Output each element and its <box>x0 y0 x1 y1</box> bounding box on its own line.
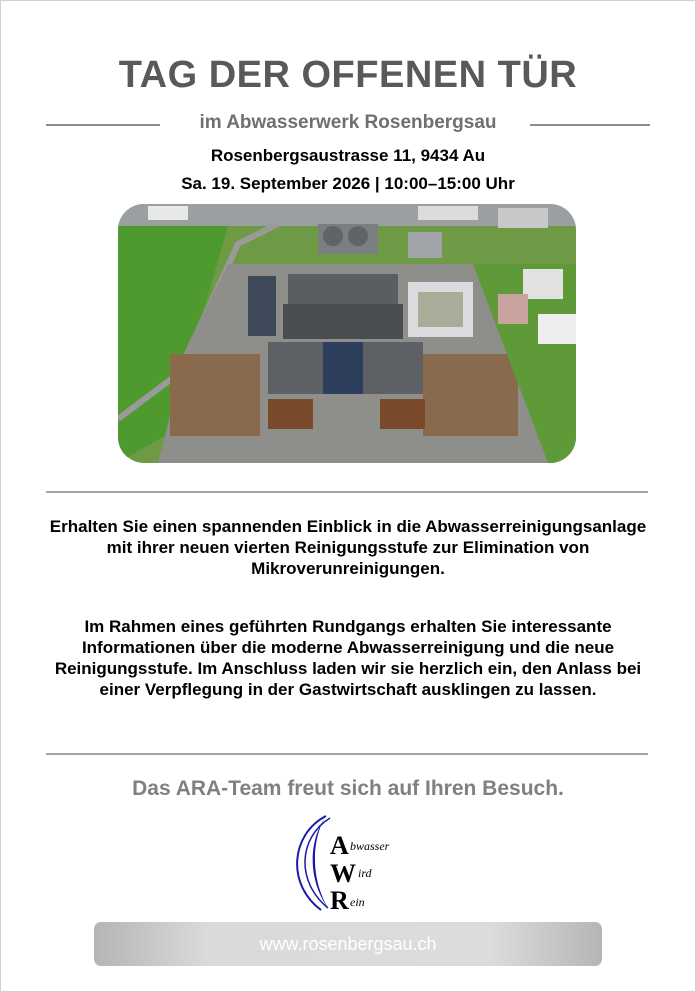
subtitle-rule-right <box>530 124 650 126</box>
divider-bottom <box>46 753 648 755</box>
details-paragraph: Im Rahmen eines geführten Rundgangs erhalten Sie interessante Informationen über die moderne Abwasserreinigung und die neue Reinigungsstufe. Im Anschluss laden wir sie herzlich ein, den Anlass bei einer Verpflegung in der Gastwirtschaft ausklingen zu lassen. <box>54 617 642 699</box>
address: Rosenbergsaustrasse 11, 9434 Au <box>210 146 486 165</box>
svg-text:ird: ird <box>358 866 372 880</box>
website-link[interactable]: www.rosenbergsau.ch <box>259 934 437 954</box>
closing-message: Das ARA-Team freut sich auf Ihren Besuch. <box>132 777 564 800</box>
subtitle: im Abwasserwerk Rosenbergsau <box>199 112 497 133</box>
svg-text:A: A <box>330 831 349 860</box>
subtitle-line <box>46 112 650 134</box>
svg-text:ein: ein <box>350 895 365 909</box>
event-date-time: Sa. 19. September 2026 | 10:00–15:00 Uhr <box>181 174 515 193</box>
website-bar[interactable] <box>94 922 602 966</box>
intro-paragraph: Erhalten Sie einen spannenden Einblick in die Abwasserreinigungsanlage mit ihrer neuen vierten Reinigungsstufe zur Elimination von Mikroverunreinigungen. <box>49 517 647 578</box>
svg-text:bwasser: bwasser <box>350 839 390 853</box>
divider-top <box>46 491 648 493</box>
awr-logo <box>286 814 416 914</box>
aerial-photo-treatment-plant <box>118 204 576 463</box>
svg-text:W: W <box>330 859 356 888</box>
page-title: TAG DER OFFENEN TÜR <box>118 54 578 96</box>
svg-text:R: R <box>330 886 349 914</box>
